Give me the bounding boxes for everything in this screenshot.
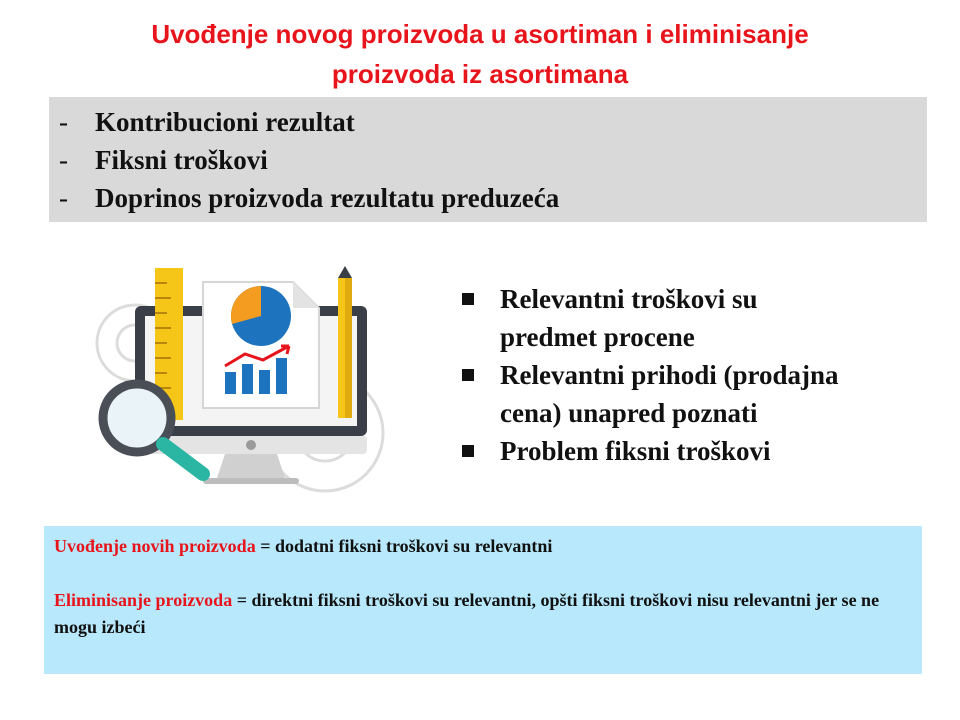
slide-title: [40, 14, 920, 94]
factor-text: Fiksni troškovi: [95, 145, 268, 175]
square-bullet-icon: [462, 293, 474, 305]
factors-box: [49, 97, 927, 222]
elimination-note: [44, 587, 922, 641]
list-item: [458, 280, 928, 356]
list-item: [458, 432, 928, 470]
square-bullet-icon: [462, 445, 474, 457]
pencil-icon: [338, 266, 352, 418]
list-item: [59, 179, 927, 217]
factor-text: Doprinos proizvoda rezultatu preduzeća: [95, 183, 560, 213]
square-bullet-icon: [462, 369, 474, 381]
bullet-line: Relevantni prihodi (prodajna: [500, 360, 839, 390]
title-line-2: proizvoda iz asortimana: [331, 59, 629, 89]
intro-text: = dodatni fiksni troškovi su relevantni: [255, 536, 553, 556]
pie-chart-icon: [231, 286, 291, 346]
list-item: [59, 141, 927, 179]
factors-list: [49, 97, 927, 217]
dash-marker: -: [59, 107, 68, 137]
bullet-line: Relevantni troškovi su: [500, 284, 758, 314]
dash-marker: -: [59, 145, 68, 175]
elimination-label: Eliminisanje proizvoda: [54, 590, 233, 610]
list-item: [458, 356, 928, 432]
notes-box: [44, 526, 922, 674]
bullet-line: predmet procene: [500, 322, 695, 352]
intro-note: [44, 526, 922, 560]
bullet-line: cena) unapred poznati: [500, 398, 758, 428]
title-line-1: Uvođenje novog proizvoda u asortiman i eliminisanje: [151, 19, 809, 49]
dash-marker: -: [59, 183, 68, 213]
analytics-illustration: [75, 258, 415, 498]
intro-label: Uvođenje novih proizvoda: [54, 536, 256, 556]
bullet-line: Problem fiksni troškovi: [500, 436, 771, 466]
factor-text: Kontribucioni rezultat: [95, 107, 355, 137]
elimination-text: = direktni fiksni troškovi su relevantni, opšti fiksni troškovi nisu relevantni jer se ne mogu izbeći: [54, 590, 880, 637]
bullet-list: [458, 280, 928, 470]
list-item: [59, 103, 927, 141]
